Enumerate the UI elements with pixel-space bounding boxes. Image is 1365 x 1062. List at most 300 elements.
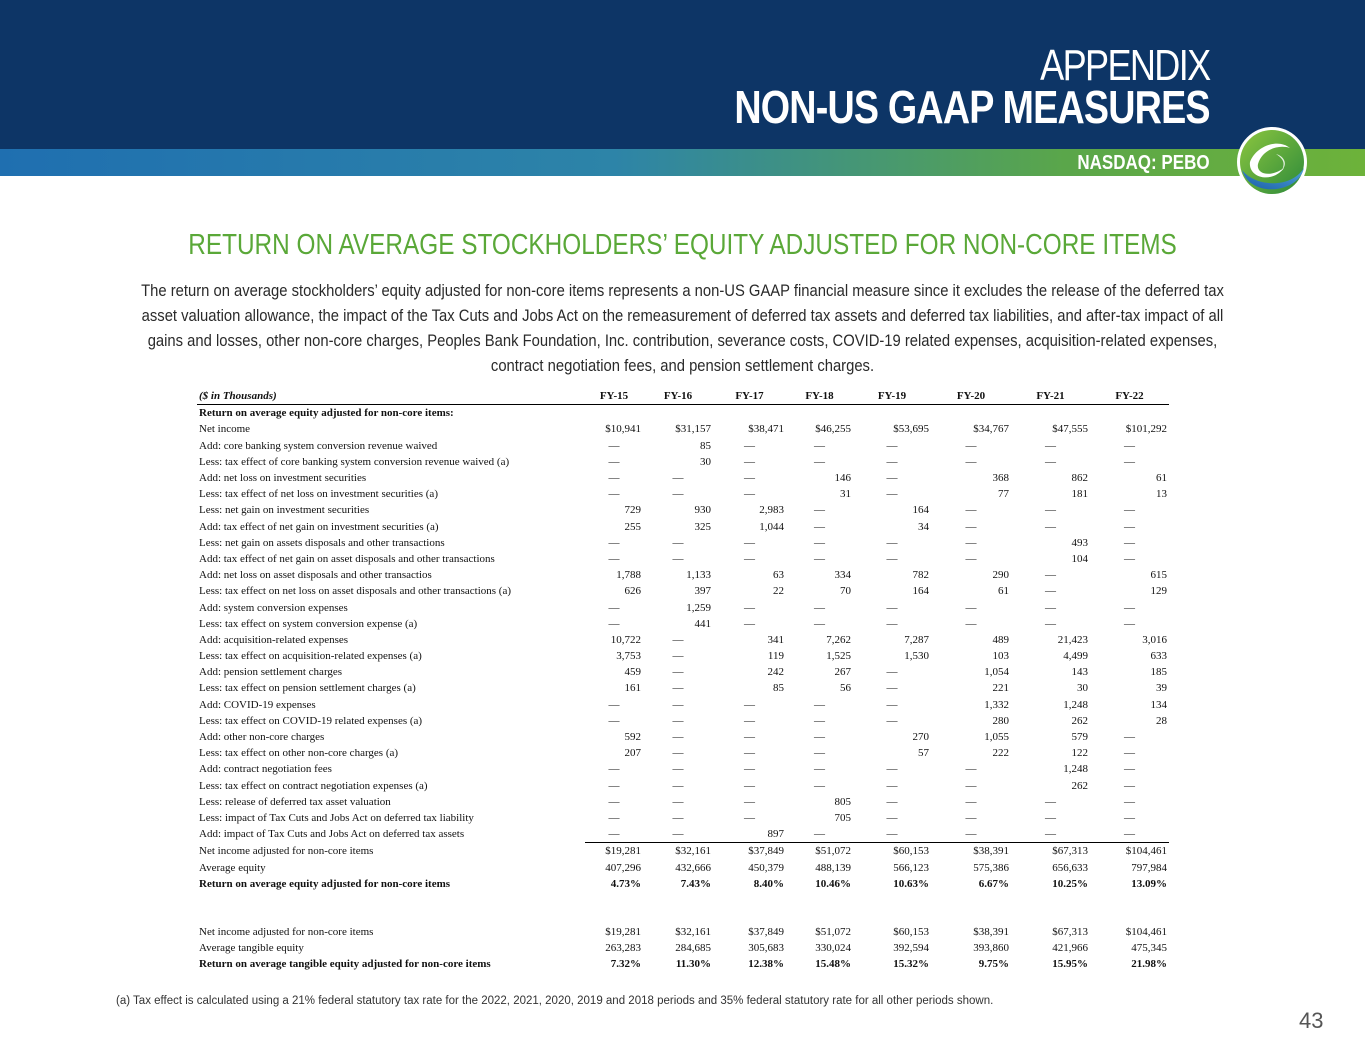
section-label-row	[197, 405, 1169, 422]
cell-value: 242	[767, 666, 784, 679]
cell-value: 475,345	[1131, 942, 1167, 955]
col-header: FY-21	[1011, 388, 1090, 405]
cell-value: 705	[834, 811, 851, 824]
cell-value: 1,525	[826, 650, 851, 663]
cell-value: 15.48%	[815, 958, 851, 971]
cell-value: 61	[998, 585, 1009, 598]
cell-value: $46,255	[815, 423, 851, 436]
cell-value: 1,055	[984, 731, 1009, 744]
cell-value: —	[608, 552, 620, 565]
row-label: Add: net loss on investment securities	[199, 472, 367, 485]
cell-value: 7,262	[826, 633, 851, 646]
cell-value: 334	[834, 569, 851, 582]
cell-value: 450,379	[748, 861, 784, 874]
cell-value: —	[965, 828, 977, 841]
cell-value: —	[1124, 439, 1135, 452]
row-label: Less: net gain on investment securities	[199, 504, 370, 517]
cell-value: 207	[624, 747, 641, 760]
cell-value: 633	[1150, 650, 1167, 663]
col-header: FY-15	[585, 388, 643, 405]
table-row	[197, 632, 1169, 648]
cell-value: 930	[694, 504, 711, 517]
cell-value: 122	[1071, 747, 1088, 760]
cell-value: 397	[694, 585, 711, 598]
cell-value: —	[608, 795, 620, 808]
cell-value: 393,860	[973, 942, 1009, 955]
cell-value: 1,248	[1063, 763, 1088, 776]
cell-value: 129	[1150, 585, 1167, 598]
cell-value: 8.40%	[753, 877, 784, 890]
cell-value: —	[1045, 439, 1056, 452]
table-row	[197, 729, 1169, 745]
row-label: Add: acquisition-related expenses	[199, 633, 349, 646]
cell-value: 1,133	[686, 569, 711, 582]
cell-value: —	[608, 488, 620, 501]
cell-value: —	[965, 455, 977, 468]
cell-value: 10.63%	[893, 877, 929, 890]
col-header: FY-17	[713, 388, 786, 405]
cell-value: 421,966	[1052, 942, 1088, 955]
cell-value: 221	[992, 682, 1009, 695]
col-header: FY-19	[853, 388, 931, 405]
cell-value: $10,941	[605, 423, 641, 436]
cell-value: $67,313	[1052, 925, 1088, 938]
cell-value: —	[1124, 617, 1135, 630]
cell-value: 143	[1071, 666, 1088, 679]
cell-value: 39	[1156, 682, 1167, 695]
table-body	[197, 405, 1169, 973]
cell-value: 103	[992, 650, 1009, 663]
cell-value: —	[886, 811, 898, 824]
cell-value: 7.32%	[610, 958, 641, 971]
cell-value: —	[744, 763, 755, 776]
cell-value: —	[1124, 828, 1135, 841]
cell-value: 2,983	[759, 504, 784, 517]
cell-value: 290	[992, 569, 1009, 582]
cell-value: 11.30%	[675, 958, 711, 971]
cell-value: $32,161	[643, 843, 713, 860]
cell-value: 3,016	[1142, 633, 1167, 646]
cell-value: —	[608, 439, 620, 452]
cell-value: 575,386	[973, 861, 1009, 874]
cell-value: —	[672, 698, 684, 711]
cell-value: —	[1124, 747, 1135, 760]
row-label: Less: tax effect on net loss on asset disposals and other transactions (a)	[199, 585, 511, 598]
cell-value: 21.98%	[1131, 958, 1167, 971]
cell-value: 181	[1071, 488, 1088, 501]
cell-value: 31	[840, 488, 851, 501]
table-header-row	[197, 388, 1169, 405]
cell-value: —	[608, 472, 620, 485]
cell-value: 77	[998, 488, 1009, 501]
cell-value: —	[744, 714, 755, 727]
table-row	[197, 859, 1169, 875]
cell-value: —	[744, 698, 755, 711]
cell-value: —	[672, 488, 684, 501]
table-row	[197, 794, 1169, 810]
cell-value: $51,072	[815, 925, 851, 938]
cell-value: 104	[1071, 552, 1088, 565]
cell-value: $38,391	[931, 843, 1011, 860]
table-row	[197, 843, 1169, 860]
cell-value: —	[965, 601, 977, 614]
cell-value: —	[965, 763, 977, 776]
table-row	[197, 470, 1169, 486]
cell-value: 262	[1071, 779, 1088, 792]
col-header: FY-22	[1090, 388, 1169, 405]
cell-value: —	[814, 552, 825, 565]
cell-value: —	[672, 536, 684, 549]
cell-value: —	[965, 552, 977, 565]
cell-value: 164	[912, 585, 929, 598]
cell-value: 10.25%	[1052, 877, 1088, 890]
table-row	[197, 940, 1169, 956]
cell-value: 579	[1071, 731, 1088, 744]
cell-value: 255	[624, 520, 641, 533]
cell-value: —	[672, 763, 684, 776]
table-row	[197, 956, 1169, 972]
cell-value: 85	[700, 439, 711, 452]
cell-value: —	[608, 455, 620, 468]
cell-value: —	[814, 455, 825, 468]
cell-value: 368	[992, 472, 1009, 485]
cell-value: —	[965, 811, 977, 824]
cell-value: —	[672, 682, 684, 695]
row-label: Net income	[199, 423, 251, 436]
cell-value: —	[744, 472, 755, 485]
cell-value: $31,157	[675, 423, 711, 436]
cell-value: —	[814, 601, 825, 614]
cell-value: —	[814, 828, 825, 841]
cell-value: —	[1045, 601, 1056, 614]
row-label: Average equity	[199, 861, 266, 874]
row-label: Less: tax effect on contract negotiation expenses (a)	[199, 779, 428, 792]
cell-value: —	[965, 617, 977, 630]
row-label: Add: other non-core charges	[199, 731, 325, 744]
table-row	[197, 567, 1169, 583]
cell-value: 56	[840, 682, 851, 695]
cell-value: —	[1045, 520, 1056, 533]
cell-value: —	[744, 779, 755, 792]
table-row	[197, 535, 1169, 551]
cell-value: 13.09%	[1131, 877, 1167, 890]
cell-value: 6.67%	[978, 877, 1009, 890]
cell-value: —	[1124, 601, 1135, 614]
table-row	[197, 421, 1169, 437]
cell-value: —	[814, 520, 825, 533]
cell-value: —	[1124, 504, 1135, 517]
page-title: NON-US GAAP MEASURES	[734, 81, 1210, 133]
cell-value: 7,287	[904, 633, 929, 646]
col-header: FY-20	[931, 388, 1011, 405]
cell-value: 862	[1071, 472, 1088, 485]
cell-value: —	[744, 747, 755, 760]
row-label: Add: pension settlement charges	[199, 666, 343, 679]
cell-value: —	[965, 795, 977, 808]
cell-value: 134	[1150, 698, 1167, 711]
cell-value: $53,695	[893, 423, 929, 436]
cell-value: —	[608, 779, 620, 792]
cell-value: —	[672, 747, 684, 760]
cell-value: 34	[918, 520, 929, 533]
cell-value: 1,054	[984, 666, 1009, 679]
table-row	[197, 697, 1169, 713]
cell-value: 146	[834, 472, 851, 485]
cell-value: —	[814, 714, 825, 727]
cell-value: —	[672, 731, 684, 744]
cell-value: —	[814, 439, 825, 452]
cell-value: —	[1045, 569, 1056, 582]
cell-value: —	[1045, 504, 1056, 517]
cell-value: 489	[992, 633, 1009, 646]
cell-value: —	[965, 439, 977, 452]
cell-value: 10,722	[610, 633, 641, 646]
table-row	[197, 519, 1169, 535]
cell-value: $104,461	[1125, 925, 1167, 938]
cell-value: —	[814, 504, 825, 517]
peoples-logo-icon	[1232, 124, 1312, 200]
cell-value: —	[886, 488, 898, 501]
table-row	[197, 599, 1169, 615]
cell-value: 1,259	[686, 601, 711, 614]
col-header: FY-16	[643, 388, 713, 405]
row-label: Add: COVID-19 expenses	[199, 698, 316, 711]
cell-value: —	[744, 731, 755, 744]
cell-value: —	[608, 714, 620, 727]
cell-value: —	[1124, 520, 1135, 533]
cell-value: —	[886, 552, 898, 565]
cell-value: —	[744, 617, 755, 630]
cell-value: —	[886, 763, 898, 776]
row-label: Return on average equity adjusted for non-core items	[199, 877, 451, 890]
cell-value: 63	[773, 569, 784, 582]
cell-value: 592	[624, 731, 641, 744]
financial-table	[197, 388, 1169, 972]
cell-value: 4,499	[1063, 650, 1088, 663]
table-row	[197, 826, 1169, 843]
cell-value: 3,753	[616, 650, 641, 663]
table-row	[197, 924, 1169, 940]
cell-value: —	[886, 828, 898, 841]
row-label: Return on average tangible equity adjusted for non-core items	[199, 958, 491, 971]
cell-value: 797,984	[1131, 861, 1167, 874]
cell-value: —	[672, 472, 684, 485]
cell-value: 280	[992, 714, 1009, 727]
col-header: FY-18	[786, 388, 853, 405]
cell-value: 28	[1156, 714, 1167, 727]
cell-value: —	[886, 666, 898, 679]
row-label: Add: tax effect of net gain on investment securities (a)	[199, 520, 439, 533]
cell-value: 1,788	[616, 569, 641, 582]
cell-value: —	[608, 811, 620, 824]
cell-value: $60,153	[853, 843, 931, 860]
intro-paragraph: The return on average stockholders’ equity adjusted for non-core items represents a non-US GAAP financial measure since it excludes the release of the deferred tax asset valuation allowance, the impact of the Tax Cuts and Jobs Act on the remeasurement of deferred tax assets and deferred tax liabilities, and after-tax impact of all gains and losses, other non-core charges, Peoples Bank Foundation, Inc. contribution, severance costs, COVID-19 related expenses, acquisition-related expenses, contract negotiation fees, and pension settlement charges.	[141, 281, 1224, 375]
row-label: Less: tax effect on other non-core charges (a)	[199, 747, 399, 760]
cell-value: 57	[918, 747, 929, 760]
row-label: Net income adjusted for non-core items	[199, 925, 374, 938]
appendix-label: APPENDIX	[1040, 41, 1210, 90]
table-row	[197, 810, 1169, 826]
cell-value: —	[744, 601, 755, 614]
cell-value: —	[744, 536, 755, 549]
row-label: Add: tax effect of net gain on asset disposals and other transactions	[199, 552, 495, 565]
cell-value: 262	[1071, 714, 1088, 727]
cell-value: 10.46%	[815, 877, 851, 890]
cell-value: 729	[624, 504, 641, 517]
page-number: 43	[1299, 1008, 1324, 1033]
cell-value: 185	[1150, 666, 1167, 679]
row-label: Less: tax effect on pension settlement charges (a)	[199, 682, 416, 695]
cell-value: 626	[624, 585, 641, 598]
cell-value: —	[886, 779, 898, 792]
row-label: Net income adjusted for non-core items	[199, 845, 374, 858]
cell-value: 70	[840, 585, 851, 598]
table-row	[197, 438, 1169, 454]
cell-value: 1,530	[904, 650, 929, 663]
cell-value: —	[886, 455, 898, 468]
section-title: RETURN ON AVERAGE STOCKHOLDERS’ EQUITY ADJUSTED FOR NON-CORE ITEMS	[188, 229, 1177, 261]
table-row	[197, 680, 1169, 696]
cell-value: —	[608, 536, 620, 549]
cell-value: —	[886, 617, 898, 630]
cell-value: —	[608, 601, 620, 614]
cell-value: —	[1045, 828, 1056, 841]
cell-value: $101,292	[1125, 423, 1167, 436]
cell-value: 7.43%	[680, 877, 711, 890]
cell-value: $19,281	[585, 843, 643, 860]
cell-value: —	[886, 601, 898, 614]
cell-value: —	[672, 666, 684, 679]
cell-value: 30	[1077, 682, 1088, 695]
cell-value: $104,461	[1090, 843, 1169, 860]
row-label: Less: tax effect of core banking system conversion revenue waived (a)	[199, 455, 510, 468]
cell-value: —	[672, 795, 684, 808]
table-row	[197, 454, 1169, 470]
cell-value: —	[965, 504, 977, 517]
cell-value: 656,633	[1052, 861, 1088, 874]
cell-value: 161	[624, 682, 641, 695]
cell-value: 9.75%	[978, 958, 1009, 971]
cell-value: 459	[624, 666, 641, 679]
cell-value: —	[744, 552, 755, 565]
cell-value: —	[1124, 779, 1135, 792]
cell-value: —	[1124, 552, 1135, 565]
cell-value: 164	[912, 504, 929, 517]
table-row	[197, 713, 1169, 729]
table-row	[197, 583, 1169, 599]
cell-value: $37,849	[748, 925, 784, 938]
cell-value: —	[744, 795, 755, 808]
cell-value: 1,332	[984, 698, 1009, 711]
cell-value: —	[1124, 811, 1135, 824]
cell-value: $67,313	[1011, 843, 1090, 860]
cell-value: —	[1124, 455, 1135, 468]
table-row	[197, 648, 1169, 664]
cell-value: 325	[694, 520, 711, 533]
cell-value: 21,423	[1057, 633, 1088, 646]
cell-value: —	[744, 455, 755, 468]
section-label: Return on average equity adjusted for non-core items:	[199, 407, 454, 420]
row-label: Less: net gain on assets disposals and other transactions	[199, 536, 445, 549]
row-label: Add: net loss on asset disposals and other transactios	[199, 569, 432, 582]
cell-value: —	[608, 828, 620, 841]
cell-value: 432,666	[675, 861, 711, 874]
cell-value: 407,296	[605, 861, 641, 874]
footnote: (a) Tax effect is calculated using a 21% federal statutory tax rate for the 2022, 2021, 2020, 2019 and 2018 periods and 35% federal statutory rate for all other periods shown.	[116, 995, 994, 1007]
cell-value: 330,024	[815, 942, 851, 955]
cell-value: 566,123	[893, 861, 929, 874]
cell-value: —	[814, 731, 825, 744]
cell-value: 30	[700, 455, 711, 468]
cell-value: —	[814, 763, 825, 776]
cell-value: $19,281	[605, 925, 641, 938]
cell-value: —	[672, 650, 684, 663]
cell-value: —	[672, 633, 684, 646]
table-row	[197, 876, 1169, 892]
cell-value: —	[886, 472, 898, 485]
cell-value: —	[1045, 811, 1056, 824]
cell-value: $32,161	[675, 925, 711, 938]
unit-label: ($ in Thousands)	[197, 388, 585, 405]
cell-value: —	[608, 698, 620, 711]
cell-value: 119	[767, 650, 784, 663]
cell-value: —	[814, 779, 825, 792]
cell-value: —	[672, 552, 684, 565]
cell-value: 263,283	[605, 942, 641, 955]
cell-value: 270	[912, 731, 929, 744]
table-row	[197, 664, 1169, 680]
cell-value: —	[886, 682, 898, 695]
cell-value: 4.73%	[610, 877, 641, 890]
cell-value: —	[1124, 731, 1135, 744]
cell-value: 615	[1150, 569, 1167, 582]
row-label: Less: impact of Tax Cuts and Jobs Act on deferred tax liability	[199, 811, 474, 824]
cell-value: 392,594	[893, 942, 929, 955]
cell-value: 441	[694, 617, 711, 630]
cell-value: —	[1124, 536, 1135, 549]
cell-value: 493	[1071, 536, 1088, 549]
ticker-label: NASDAQ: PEBO	[1077, 152, 1210, 174]
table-row	[197, 502, 1169, 518]
row-label: Less: tax effect on acquisition-related expenses (a)	[199, 650, 422, 663]
cell-value: —	[965, 779, 977, 792]
cell-value: 897	[767, 828, 784, 841]
cell-value: —	[814, 698, 825, 711]
cell-value: $47,555	[1052, 423, 1088, 436]
table-row	[197, 486, 1169, 502]
cell-value: 222	[992, 747, 1009, 760]
cell-value: 805	[834, 795, 851, 808]
cell-value: —	[672, 714, 684, 727]
cell-value: —	[886, 795, 898, 808]
cell-value: —	[1045, 455, 1056, 468]
cell-value: 61	[1156, 472, 1167, 485]
cell-value: —	[965, 536, 977, 549]
cell-value: —	[886, 439, 898, 452]
cell-value: —	[1124, 795, 1135, 808]
cell-value: —	[744, 488, 755, 501]
cell-value: —	[814, 536, 825, 549]
cell-value: 782	[912, 569, 929, 582]
cell-value: —	[886, 536, 898, 549]
cell-value: 22	[773, 585, 784, 598]
cell-value: 1,248	[1063, 698, 1088, 711]
table-row	[197, 778, 1169, 794]
row-label: Less: tax effect on system conversion expense (a)	[199, 617, 418, 630]
row-label: Add: impact of Tax Cuts and Jobs Act on deferred tax assets	[199, 828, 465, 841]
row-label: Average tangible equity	[199, 942, 304, 955]
row-label: Add: system conversion expenses	[199, 601, 348, 614]
